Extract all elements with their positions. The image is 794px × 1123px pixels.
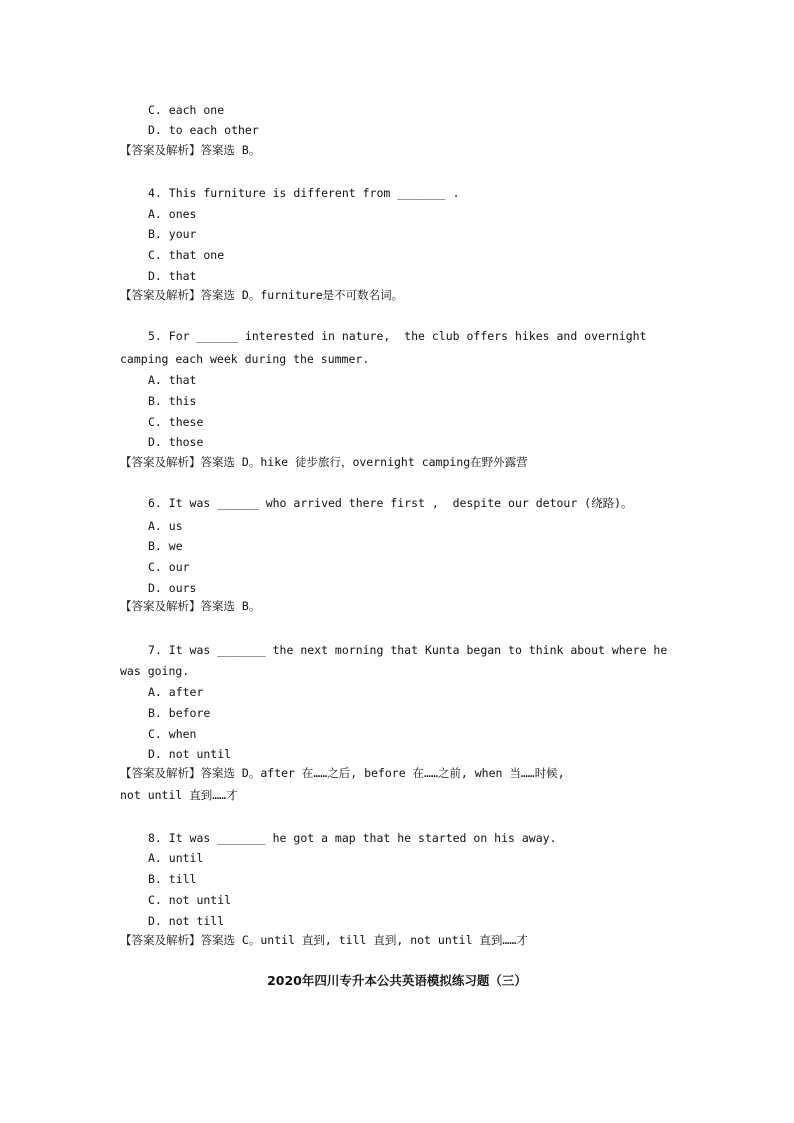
option-c: C. when: [148, 727, 197, 741]
answer-explanation: 【答案及解析】答案选 B。: [120, 143, 261, 157]
option-d: D. not till: [148, 914, 225, 928]
option-c: C. these: [148, 415, 204, 429]
option-a: A. that: [148, 373, 197, 387]
answer-explanation: 【答案及解析】答案选 D。after 在……之后, before 在……之前, when 当……时候,: [120, 766, 565, 780]
question-8: 8. It was _______ he got a map that he started on his away.: [148, 831, 557, 845]
option-b: B. before: [148, 706, 211, 720]
question-7: 7. It was _______ the next morning that Kunta began to think about where he: [148, 643, 668, 657]
option-a: A. us: [148, 519, 183, 533]
section-title: 2020年四川专升本公共英语模拟练习题（三）: [267, 973, 527, 988]
option-c: C. our: [148, 560, 190, 574]
option-b: B. till: [148, 872, 197, 886]
option-c: C. that one: [148, 248, 225, 262]
option-d: D. that: [148, 269, 197, 283]
answer-explanation: 【答案及解析】答案选 D。furniture是不可数名词。: [120, 288, 404, 302]
question-7-continuation: was going.: [120, 664, 190, 678]
answer-explanation-continuation: not until 直到……才: [120, 788, 238, 802]
option-d: D. those: [148, 435, 204, 449]
question-5-continuation: camping each week during the summer.: [120, 352, 370, 366]
option-a: A. until: [148, 851, 204, 865]
question-5: 5. For ______ interested in nature, the club offers hikes and overnight: [148, 329, 647, 343]
option-b: B. we: [148, 539, 183, 553]
question-6: 6. It was ______ who arrived there first , despite our detour (绕路)。: [148, 496, 633, 510]
option-c: C. not until: [148, 893, 232, 907]
option-a: A. after: [148, 685, 204, 699]
option-b: B. your: [148, 227, 197, 241]
question-4: 4. This furniture is different from _______ .: [148, 186, 460, 200]
option-d: D. ours: [148, 581, 197, 595]
option-d: D. not until: [148, 747, 232, 761]
answer-explanation: 【答案及解析】答案选 D。hike 徒步旅行，overnight camping在野外露营: [120, 455, 528, 469]
option-b: B. this: [148, 394, 197, 408]
answer-explanation: 【答案及解析】答案选 B。: [120, 599, 261, 613]
option-a: A. ones: [148, 207, 197, 221]
answer-explanation: 【答案及解析】答案选 C。until 直到, till 直到, not until 直到……才: [120, 933, 528, 947]
option-c: C. each one: [148, 103, 225, 117]
option-d: D. to each other: [148, 123, 259, 137]
